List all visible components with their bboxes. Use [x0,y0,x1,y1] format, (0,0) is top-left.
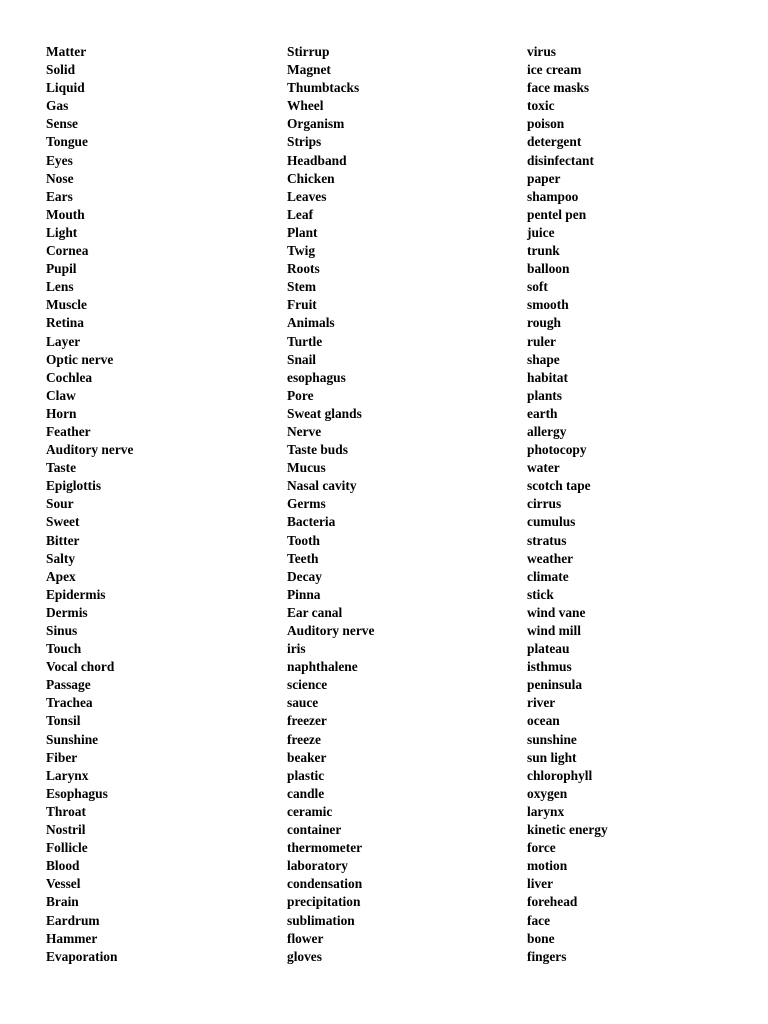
word-item: bone [527,930,555,946]
word-item: Epidermis [46,586,106,602]
word-item: Thumbtacks [287,80,360,96]
word-item: habitat [527,369,568,385]
word-item: river [527,695,556,711]
word-item: balloon [527,261,570,277]
word-item: Headband [287,152,347,168]
word-item: freeze [287,731,321,747]
word-item: Animals [287,315,335,331]
word-column-3 [527,43,608,966]
word-item: trunk [527,243,560,259]
word-item: soft [527,279,548,295]
word-item: Nerve [287,423,322,439]
word-item: Salty [46,550,76,566]
word-item: Ear canal [287,604,343,620]
word-item: liver [527,876,554,892]
word-item: Stirrup [287,44,330,59]
word-item: virus [527,44,557,59]
word-item: Vocal chord [46,659,115,675]
word-item: Pupil [46,261,77,277]
word-item: Apex [46,568,76,584]
word-item: Blood [46,858,80,874]
word-item: Auditory nerve [287,623,375,638]
word-item: Cornea [46,243,89,259]
word-item: condensation [287,876,363,892]
word-item: freezer [287,713,327,729]
word-item: Taste [46,460,77,476]
word-item: forehead [527,894,578,910]
word-item: plateau [527,641,570,657]
word-item: wind vane [527,604,586,620]
word-item: Chicken [287,170,335,186]
word-item: iris [287,641,306,657]
word-column-1 [46,43,133,966]
word-item: candle [287,785,325,801]
word-item: Taste buds [287,442,348,458]
word-item: fingers [527,948,567,964]
word-item: Sinus [46,623,78,638]
word-item: photocopy [527,442,587,458]
word-item: esophagus [287,369,346,385]
word-item: Nostril [46,822,86,838]
word-item: stick [527,586,554,602]
word-item: Nose [46,170,74,186]
word-item: Passage [46,677,91,693]
word-item: Vessel [46,876,81,892]
word-item: Strips [287,134,322,150]
word-item: Eardrum [46,912,100,928]
word-item: face [527,912,551,928]
word-item: Epiglottis [46,478,102,494]
word-item: Esophagus [46,785,108,801]
word-item: Fruit [287,297,317,313]
word-item: Trachea [46,695,93,711]
word-item: weather [527,550,574,566]
word-item: Larynx [46,767,89,783]
word-item: Tooth [287,532,320,548]
word-item: cirrus [527,496,562,512]
word-item: Cochlea [46,369,93,385]
word-item: Liquid [46,80,85,96]
word-item: precipitation [287,894,361,910]
word-item: Follicle [46,840,88,856]
word-item: Gas [46,98,69,114]
word-item: Pore [287,387,314,403]
word-item: poison [527,116,565,132]
word-item: cumulus [527,514,576,530]
word-item: Layer [46,333,81,349]
word-item: earth [527,405,558,421]
word-item: Matter [46,44,87,59]
word-item: Throat [46,803,86,819]
word-item: allergy [527,423,567,439]
word-item: toxic [527,98,555,114]
word-item: stratus [527,532,567,548]
word-item: Sweet [46,514,80,530]
word-item: chlorophyll [527,767,593,783]
word-item: Light [46,224,78,240]
word-item: flower [287,930,324,946]
word-item: larynx [527,803,565,819]
word-item: peninsula [527,677,583,693]
word-item: force [527,840,556,856]
word-item: Feather [46,423,91,439]
word-item: Plant [287,224,318,240]
word-item: Leaf [287,206,314,222]
word-item: Fiber [46,749,78,765]
word-item: Sense [46,116,78,132]
word-item: Claw [46,387,76,403]
word-item: ceramic [287,803,333,819]
word-item: Dermis [46,604,88,620]
word-item: Decay [287,568,322,584]
word-item: Brain [46,894,79,910]
word-item: water [527,460,560,476]
word-item: kinetic energy [527,822,608,838]
word-item: gloves [287,948,322,964]
word-item: sauce [287,695,319,711]
word-item: isthmus [527,659,572,675]
word-item: Germs [287,496,326,512]
word-item: Sweat glands [287,405,362,421]
word-item: Mouth [46,206,85,222]
word-item: rough [527,315,561,331]
word-item: Roots [287,261,320,277]
word-item: Leaves [287,188,327,204]
word-item: plastic [287,767,325,783]
word-item: Twig [287,243,316,259]
word-item: Solid [46,62,76,78]
word-item: Tongue [46,134,88,150]
word-item: Lens [46,279,74,295]
word-item: scotch tape [527,478,591,494]
word-item: sun light [527,749,577,765]
word-item: Optic nerve [46,351,114,367]
word-item: Teeth [287,550,319,566]
word-item: Snail [287,351,317,367]
word-item: Stem [287,279,317,295]
word-item: paper [527,170,561,186]
word-item: science [287,677,328,693]
word-item: climate [527,568,569,584]
word-item: ocean [527,713,560,729]
word-item: Pinna [287,586,321,602]
word-item: wind mill [527,623,581,638]
word-item: ruler [527,333,556,349]
word-column-2 [287,43,374,966]
word-item: detergent [527,134,582,150]
word-item: Magnet [287,62,331,78]
word-item: motion [527,858,568,874]
word-item: Eyes [46,152,73,168]
word-item: juice [527,224,555,240]
word-item: sublimation [287,912,355,928]
word-item: shape [527,351,560,367]
word-item: plants [527,387,562,403]
word-item: Auditory nerve [46,442,134,458]
word-item: Organism [287,116,345,132]
word-item: Wheel [287,98,324,114]
word-item: container [287,822,342,838]
word-item: oxygen [527,785,568,801]
word-item: Ears [46,188,73,204]
word-item: Horn [46,405,77,421]
word-item: Bacteria [287,514,336,530]
word-item: Mucus [287,460,326,476]
word-item: Turtle [287,333,323,349]
word-item: Evaporation [46,948,118,964]
word-item: shampoo [527,188,579,204]
word-item: Touch [46,641,82,657]
word-item: beaker [287,749,327,765]
word-item: Tonsil [46,713,81,729]
word-item: Sour [46,496,74,512]
word-item: Bitter [46,532,80,548]
word-item: Muscle [46,297,87,313]
word-item: laboratory [287,858,348,874]
word-item: thermometer [287,840,363,856]
word-item: Hammer [46,930,98,946]
word-item: sunshine [527,731,577,747]
word-item: face masks [527,80,590,96]
word-item: Nasal cavity [287,478,357,494]
word-item: Sunshine [46,731,99,747]
word-item: Retina [46,315,84,331]
word-item: ice cream [527,62,582,78]
word-item: disinfectant [527,152,594,168]
word-item: smooth [527,297,569,313]
word-item: pentel pen [527,206,587,222]
word-item: naphthalene [287,659,358,675]
